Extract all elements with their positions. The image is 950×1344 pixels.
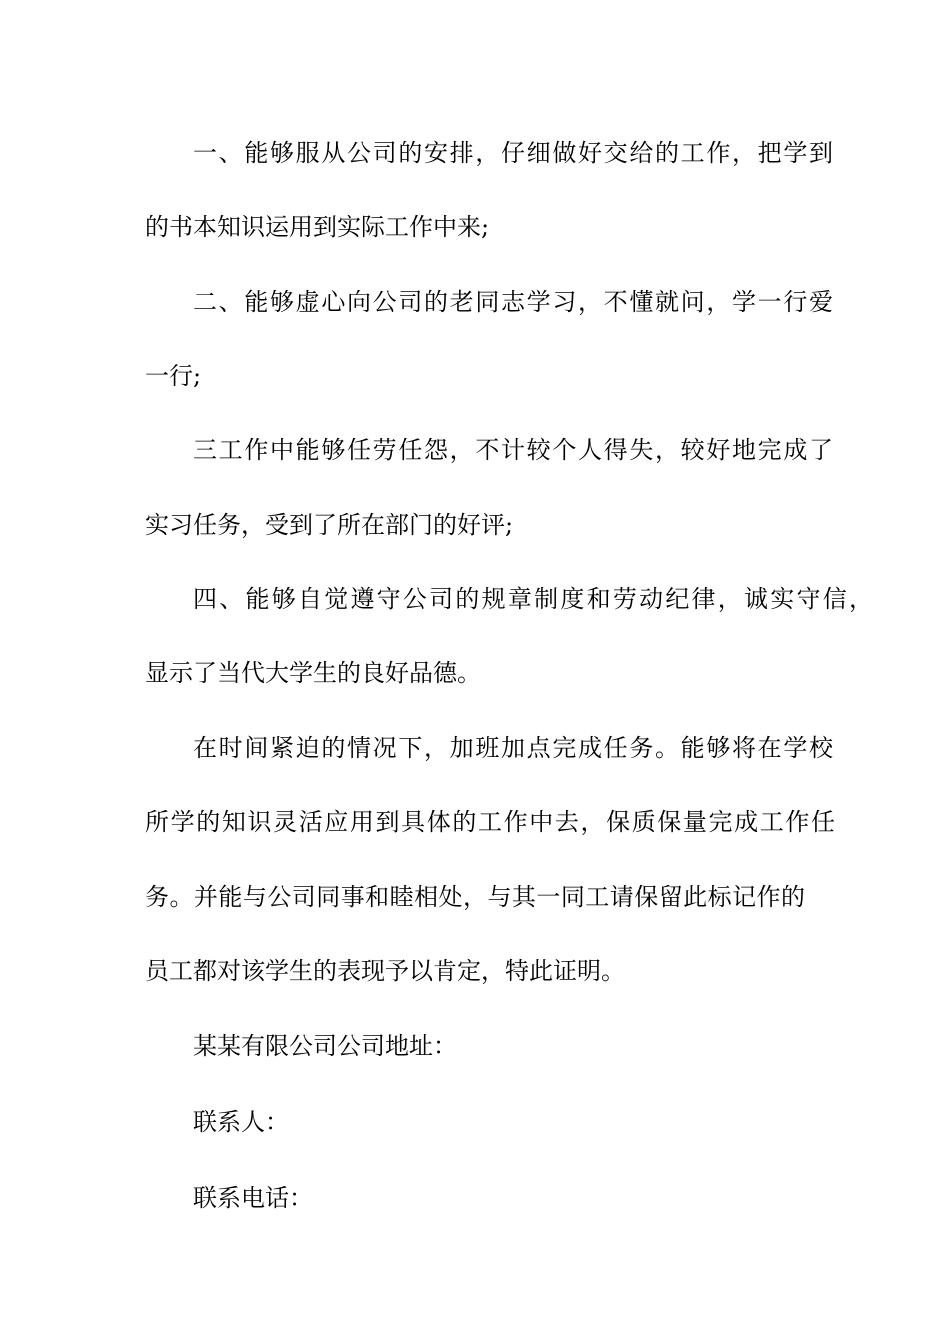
text-line: 四、能够自觉遵守公司的规章制度和劳动纪律，诚实守信， [193,585,873,613]
contact-person-line: 联系人： [193,1108,289,1136]
text-line: 员工都对该学生的表现予以肯定，特此证明。 [145,957,625,985]
text-line: 的书本知识运用到实际工作中来; [145,213,490,241]
text-line: 一、能够服从公司的安排，仔细做好交给的工作，把学到 [193,139,833,167]
text-line: 所学的知识灵活应用到具体的工作中去，保质保量完成工作任 [145,808,835,836]
contact-phone-line: 联系电话： [193,1184,313,1212]
text-line: 三工作中能够任劳任怨，不计较个人得失，较好地完成了 [193,436,833,464]
text-line: 务。并能与公司同事和睦相处，与其一同工请保留此标记作的 [145,883,805,911]
text-line: 二、能够虚心向公司的老同志学习，不懂就问，学一行爱 [193,288,833,316]
text-line: 在时间紧迫的情况下，加班加点完成任务。能够将在学校 [193,734,833,762]
company-address-line: 某某有限公司公司地址： [193,1032,457,1060]
text-line: 显示了当代大学生的良好品德。 [145,659,481,687]
text-line: 一行; [145,362,202,390]
text-line: 实习任务，受到了所在部门的好评; [145,511,514,539]
